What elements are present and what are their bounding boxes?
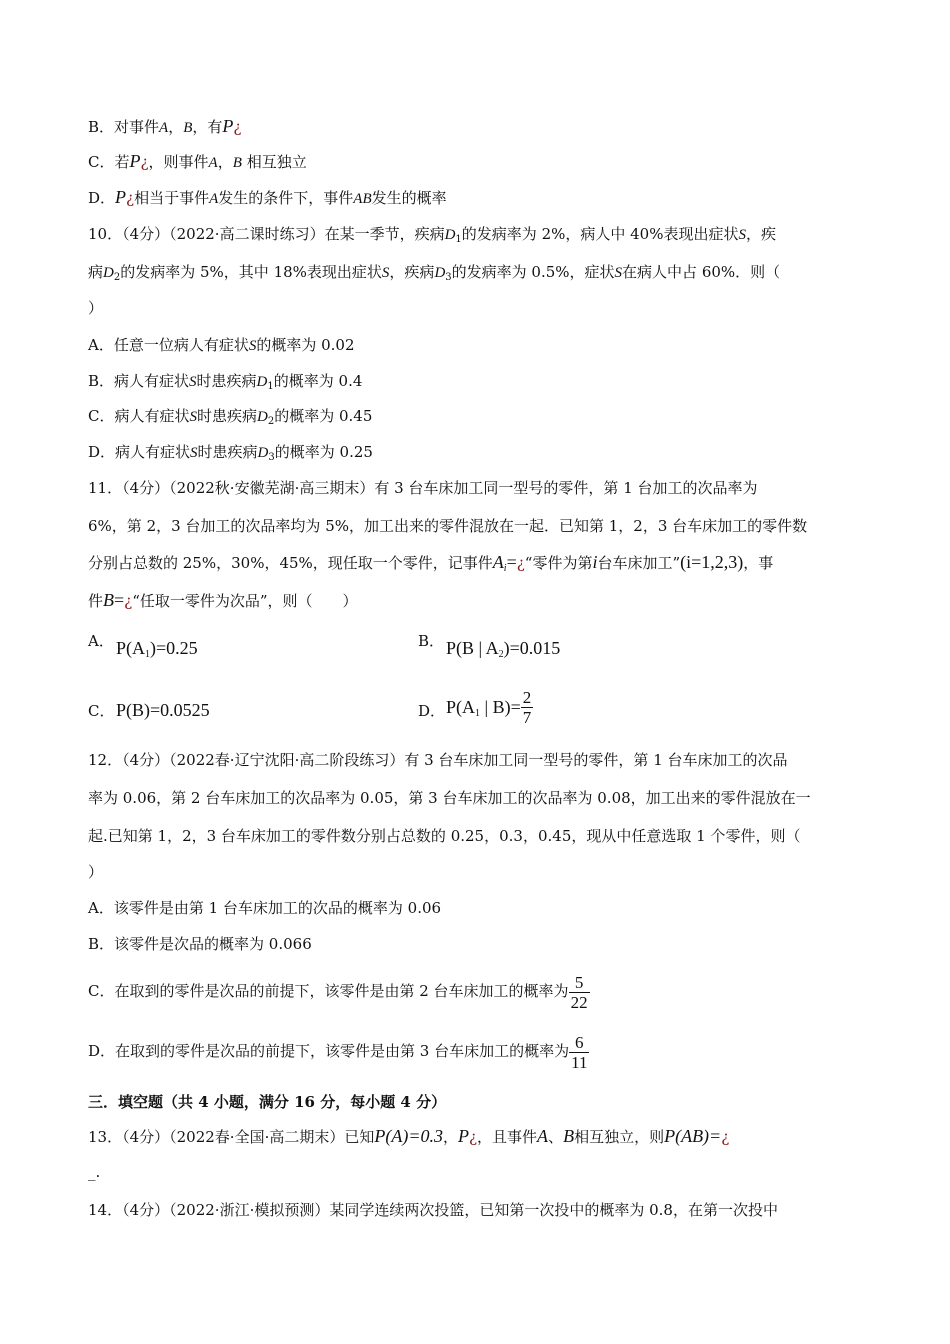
q11-option-d-fraction: $\frac{2}{7}$ — [522, 688, 532, 727]
q11-option-c: P(B)=0.0525 — [116, 700, 210, 720]
q10-stem-line3: ） — [88, 299, 104, 317]
q12-stem-line2: 率为 0.06，第 2 台车床加工的次品率为 0.05，第 3 台车床加工的次品率为 0.08，加工出来的零件混放在一 — [88, 789, 811, 807]
q11-option-d: $P(A_1$ | B)= $\frac{2}{7}$ — [446, 688, 532, 727]
q11-stem-line4: 件B=¿“任取一零件为次品”，则（ ） — [88, 590, 358, 610]
q11-option-b: P(B | $A_2)=0.015$ — [446, 638, 561, 660]
q11-stem-line1: 11．（4分）（2022秋·安徽芜湖·高三期末）有 3 台车床加工同一型号的零件，第 1 台加工的次品率为 — [88, 479, 758, 497]
q14-stem-line1: 14．（4分）（2022·浙江·模拟预测）某同学连续两次投篮，已知第一次投中的概率为 0.8，在第一次投中 — [88, 1201, 778, 1219]
q12-option-c-fraction: $\frac{5}{22}$ — [570, 972, 588, 1012]
q10-option-c: C．病人有症状S时患疾病$D_2$的概率为 0.45 — [88, 407, 373, 427]
q11-option-a: $P(A_1)=0.25$ — [116, 638, 198, 660]
q10-stem-line2: 病$D_2$的发病率为 5%，其中 18%表现出症状S，疾病$D_3$的发病率为 0.5%，症状S在病人中占 60%．则（ — [88, 263, 781, 283]
q12-option-b: B．该零件是次品的概率为 0.066 — [88, 935, 312, 953]
q9-option-d: D．P¿相当于事件A发生的条件下，事件AB发生的概率 — [88, 187, 447, 207]
q11-option-d-label: D． — [418, 702, 446, 720]
q9-option-c: C．若P¿，则事件A，B 相互独立 — [88, 151, 307, 171]
q12-option-d-fraction: $\frac{6}{11}$ — [571, 1032, 588, 1072]
q10-option-b: B．病人有症状S时患疾病$D_1$的概率为 0.4 — [88, 372, 363, 392]
section-heading: 三．填空题（共 4 小题，满分 16 分，每小题 4 分） — [88, 1093, 447, 1111]
q11-option-b-label: B． — [418, 632, 445, 650]
q11-option-a-label: A． — [88, 632, 114, 650]
q9-option-b: B．对事件A，B，有P¿ — [88, 116, 242, 136]
q12-option-a: A．该零件是由第 1 台车床加工的次品的概率为 0.06 — [88, 899, 442, 917]
q12-stem-line1: 12．（4分）（2022春·辽宁沈阳·高二阶段练习）有 3 台车床加工同一型号的零件，第 1 台车床加工的次品 — [88, 751, 788, 769]
q10-option-d: D．病人有症状S时患疾病$D_3$的概率为 0.25 — [88, 443, 373, 463]
q12-stem-line3: 起.已知第 1，2，3 台车床加工的零件数分别占总数的 0.25，0.3，0.45，现从中任意选取 1 个零件，则（ — [88, 827, 801, 845]
q13-stem-line2: _. — [88, 1163, 101, 1181]
q10-stem-line1: 10．（4分）（2022·高二课时练习）在某一季节，疾病$D_1$的发病率为 2%，病人中 40%表现出症状S，疾 — [88, 225, 776, 245]
q13-stem-line1: 13．（4分）（2022春·全国·高二期末）已知P(A)=0.3，P¿，且事件A、B相互独立，则P(AB)=¿ — [88, 1126, 730, 1146]
q11-option-c-label: C． — [88, 702, 115, 720]
q11-stem-line2: 6%，第 2，3 台加工的次品率均为 5%，加工出来的零件混放在一起．已知第 1，2，3 台车床加工的零件数 — [88, 517, 808, 535]
q12-option-d: D．在取到的零件是次品的前提下，该零件是由第 3 台车床加工的概率为 $\frac{6}{11}$ — [88, 1032, 588, 1072]
q10-option-a: A．任意一位病人有症状S的概率为 0.02 — [88, 336, 355, 354]
q12-stem-line4: ） — [88, 863, 104, 881]
q12-option-c: C．在取到的零件是次品的前提下，该零件是由第 2 台车床加工的概率为 $\frac{5}{22}$ — [88, 972, 588, 1012]
q11-stem-line3: 分别占总数的 25%，30%，45%，现任取一个零件，记事件$A_i=¿“$零件为第i台车床加工”(i=1,2,3)，事 — [88, 552, 774, 574]
